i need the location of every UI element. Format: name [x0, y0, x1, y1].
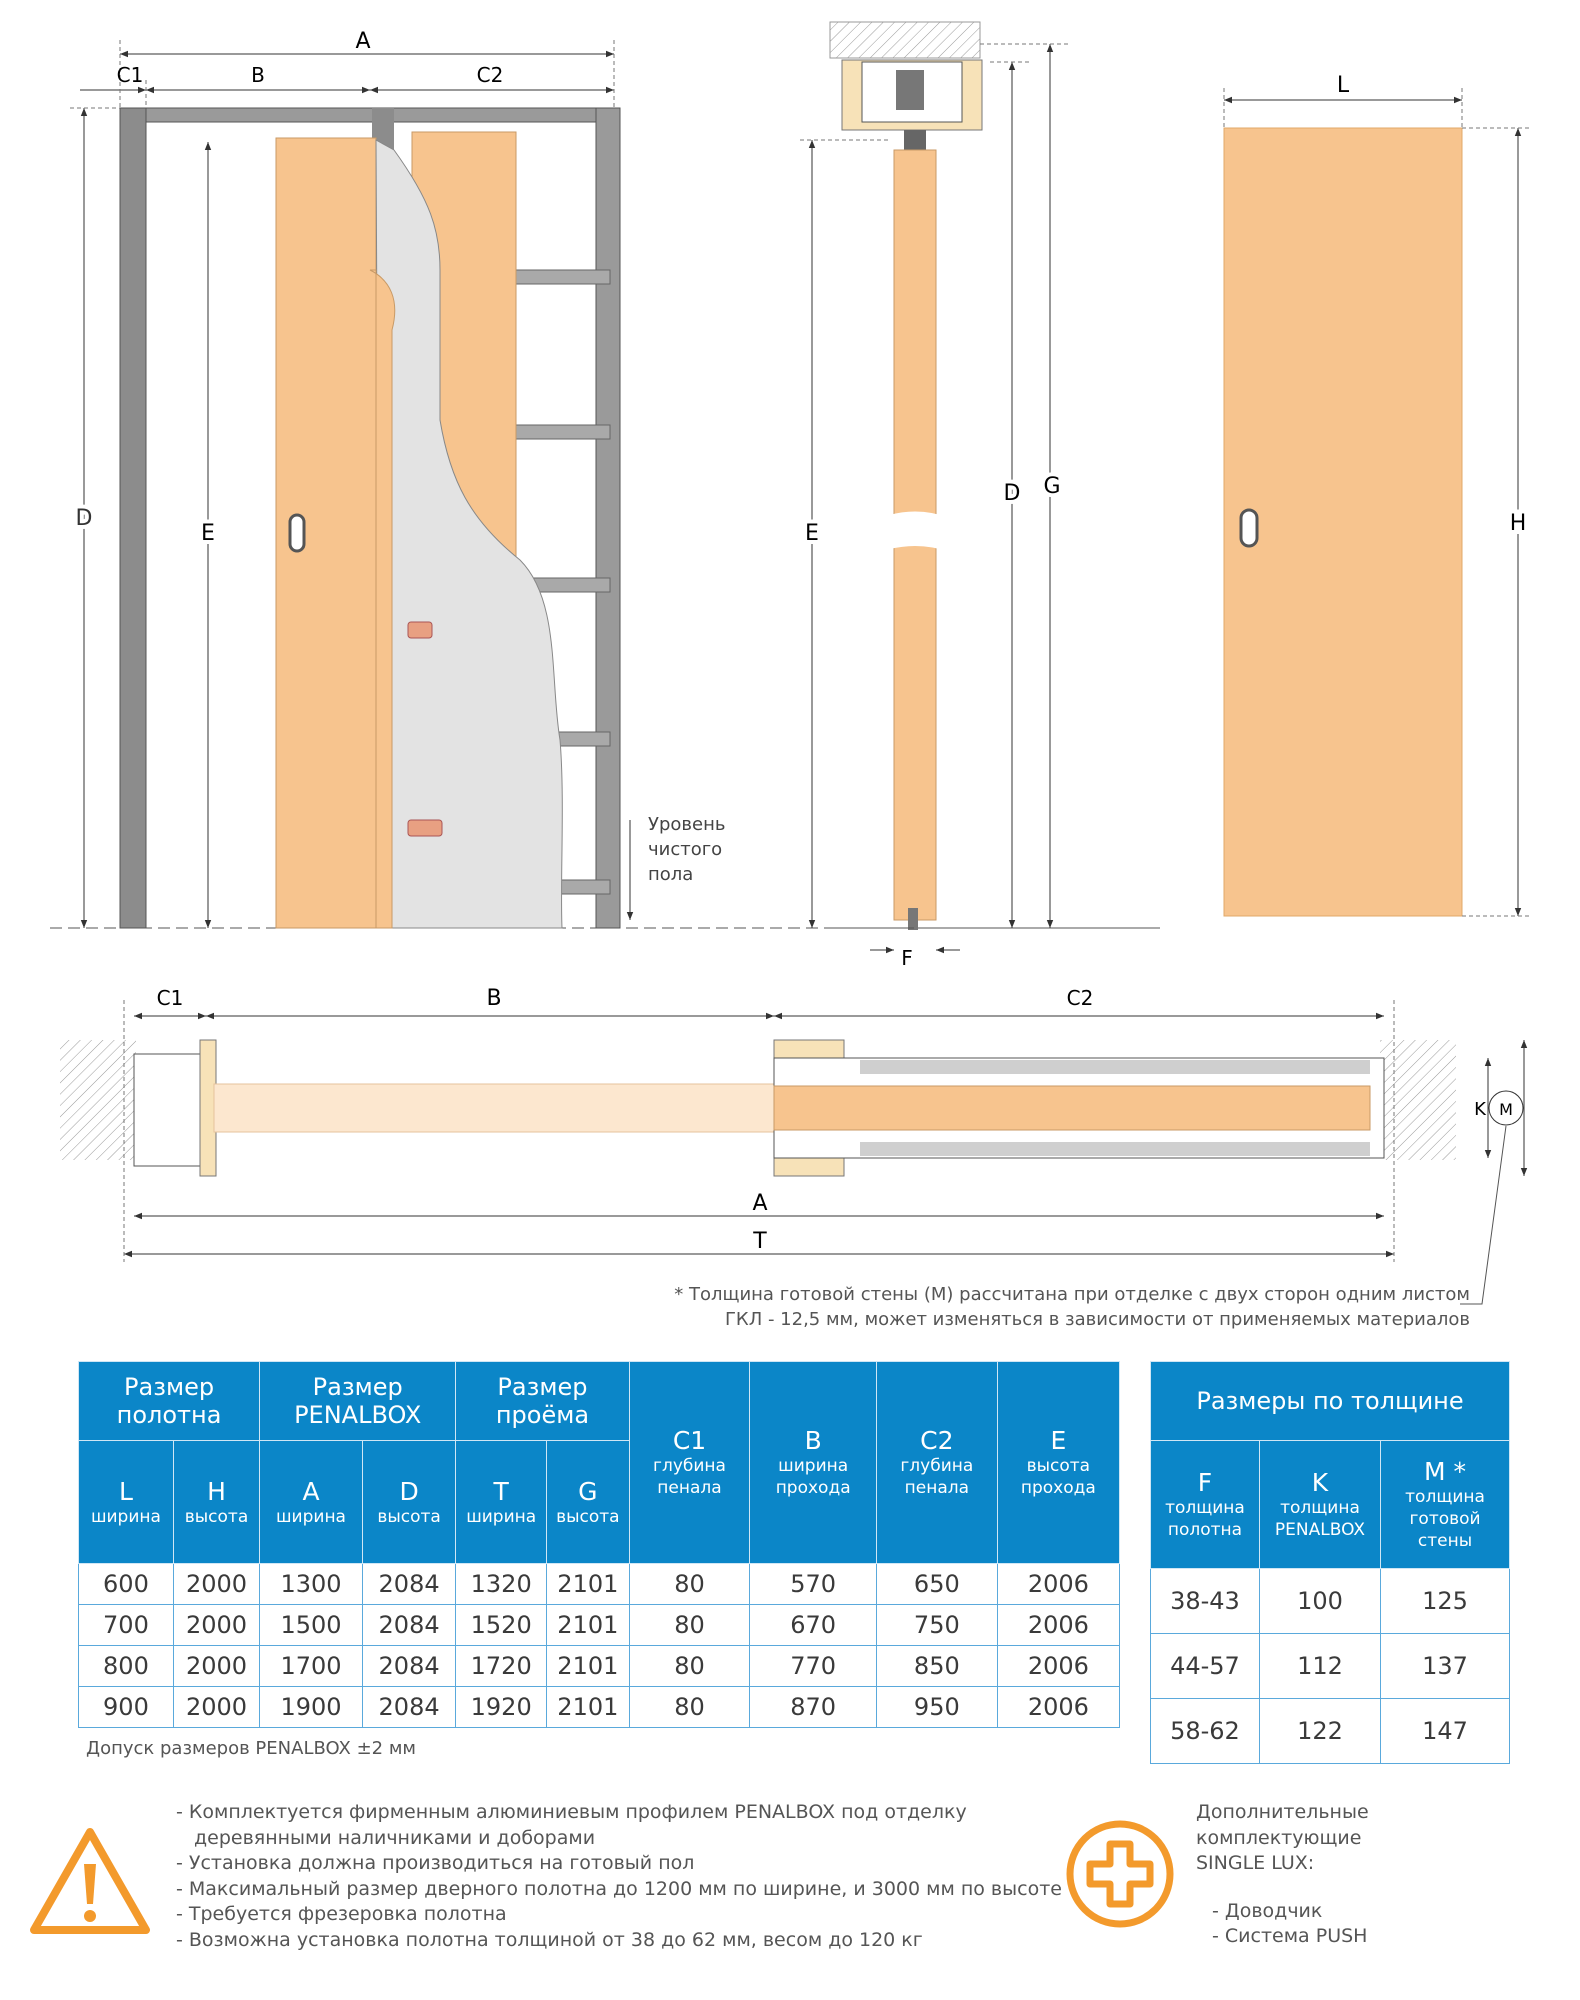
table-cell: 80	[629, 1605, 750, 1646]
table-cell: 2000	[173, 1564, 259, 1605]
group-header-opening: Размер проёма	[456, 1362, 629, 1441]
table-cell: 900	[79, 1687, 174, 1728]
warning-icon	[28, 1826, 152, 1942]
column-header-l: L ширина	[79, 1441, 174, 1564]
column-header-a: A ширина	[260, 1441, 363, 1564]
side-section-view	[800, 22, 1160, 970]
label-D-front: D	[75, 506, 93, 531]
table-row	[79, 1687, 1120, 1728]
label-C1-plan: C1	[156, 986, 184, 1010]
column-header-t: T ширина	[456, 1441, 547, 1564]
tolerance-note: Допуск размеров PENALBOX ±2 мм	[86, 1738, 416, 1759]
column-header-m: M * толщина готовой стены	[1381, 1441, 1510, 1569]
table-cell: 2006	[997, 1564, 1119, 1605]
table-cell: 112	[1259, 1634, 1380, 1699]
table-cell: 850	[876, 1646, 997, 1687]
table-cell: 2084	[362, 1646, 455, 1687]
table-cell: 1900	[260, 1687, 363, 1728]
table-cell: 147	[1381, 1699, 1510, 1764]
group-header-penalbox: Размер PENALBOX	[260, 1362, 456, 1441]
plus-icon	[1064, 1818, 1176, 1934]
label-E-front: E	[201, 521, 215, 546]
table-row	[1151, 1699, 1510, 1764]
label-E-side: E	[805, 521, 819, 546]
door-leaf-view	[1224, 73, 1530, 916]
table-cell: 80	[629, 1564, 750, 1605]
table-cell: 1320	[456, 1564, 547, 1605]
table-cell: 1720	[456, 1646, 547, 1687]
label-B-front: B	[251, 63, 265, 87]
table-cell: 2101	[547, 1687, 630, 1728]
label-D-side: D	[1003, 481, 1021, 506]
table-row	[79, 1646, 1120, 1687]
list-item: - Возможна установка полотна толщиной от 38 до 62 мм, весом до 120 кг	[176, 1928, 923, 1951]
table-cell: 700	[79, 1605, 174, 1646]
table-cell: 137	[1381, 1634, 1510, 1699]
table-cell: 80	[629, 1687, 750, 1728]
list-item: - Комплектуется фирменным алюминиевым профилем PENALBOX под отделку деревянными наличниками и доборами	[176, 1801, 967, 1849]
table-cell: 1920	[456, 1687, 547, 1728]
thickness-table	[1150, 1361, 1510, 1764]
table-cell: 950	[876, 1687, 997, 1728]
column-header-d: D высота	[362, 1441, 455, 1564]
wall-thickness-footnote	[640, 1282, 1470, 1332]
table-row	[79, 1605, 1120, 1646]
list-item: - Установка должна производиться на готовый пол	[176, 1852, 695, 1874]
thickness-table-title: Размеры по толщине	[1151, 1362, 1510, 1441]
table-cell: 2101	[547, 1646, 630, 1687]
table-cell: 2101	[547, 1564, 630, 1605]
table-cell: 125	[1381, 1569, 1510, 1634]
label-H-leaf: H	[1509, 511, 1527, 536]
table-cell: 1700	[260, 1646, 363, 1687]
floor-label-line-2: чистого	[648, 839, 723, 860]
column-header-e: E высота прохода	[997, 1362, 1119, 1564]
table-cell: 122	[1259, 1699, 1380, 1764]
label-L-leaf: L	[1336, 73, 1350, 98]
label-B-plan: B	[486, 986, 502, 1011]
table-cell: 870	[750, 1687, 877, 1728]
group-header-leaf: Размер полотна	[79, 1362, 260, 1441]
table-cell: 2084	[362, 1564, 455, 1605]
column-header-g: G высота	[547, 1441, 630, 1564]
label-C1-front: C1	[116, 63, 144, 87]
table-cell: 770	[750, 1646, 877, 1687]
table-cell: 1300	[260, 1564, 363, 1605]
column-header-f: F толщина полотна	[1151, 1441, 1260, 1569]
footnote-line-1: * Толщина готовой стены (M) рассчитана при отделке с двух сторон одним листом	[674, 1284, 1470, 1305]
table-cell: 2006	[997, 1605, 1119, 1646]
installation-notes	[176, 1800, 1096, 1953]
table-cell: 100	[1259, 1569, 1380, 1634]
extras-title-line-2: SINGLE LUX:	[1196, 1852, 1315, 1874]
table-cell: 2084	[362, 1605, 455, 1646]
table-cell: 44-57	[1151, 1634, 1260, 1699]
table-cell: 570	[750, 1564, 877, 1605]
table-cell: 2084	[362, 1687, 455, 1728]
table-cell: 2000	[173, 1605, 259, 1646]
list-item: - Максимальный размер дверного полотна до 1200 мм по ширине, и 3000 мм по высоте	[176, 1877, 1062, 1900]
table-row	[79, 1564, 1120, 1605]
column-header-c1: C1 глубина пенала	[629, 1362, 750, 1564]
label-T-plan: T	[753, 1229, 767, 1254]
table-row	[1151, 1569, 1510, 1634]
table-cell: 80	[629, 1646, 750, 1687]
floor-label-line-3: пола	[648, 864, 694, 885]
table-cell: 2000	[173, 1646, 259, 1687]
column-header-c2: C2 глубина пенала	[876, 1362, 997, 1564]
footnote-line-2: ГКЛ - 12,5 мм, может изменяться в зависимости от применяемых материалов	[724, 1309, 1470, 1330]
extras-title-line-1: Дополнительные комплектующие	[1196, 1801, 1369, 1849]
table-cell: 1500	[260, 1605, 363, 1646]
table-cell: 2006	[997, 1687, 1119, 1728]
table-cell: 600	[79, 1564, 174, 1605]
table-cell: 650	[876, 1564, 997, 1605]
table-cell: 1520	[456, 1605, 547, 1646]
table-cell: 750	[876, 1605, 997, 1646]
table-cell: 2006	[997, 1646, 1119, 1687]
table-row	[1151, 1634, 1510, 1699]
column-header-h: H высота	[173, 1441, 259, 1564]
label-K-plan: K	[1474, 1099, 1486, 1120]
front-view	[50, 29, 1160, 928]
label-C2-plan: C2	[1066, 986, 1094, 1010]
size-table	[78, 1361, 1120, 1728]
table-cell: 38-43	[1151, 1569, 1260, 1634]
table-cell: 2000	[173, 1687, 259, 1728]
table-cell: 58-62	[1151, 1699, 1260, 1764]
list-item: - Система PUSH	[1212, 1925, 1368, 1947]
table-cell: 670	[750, 1605, 877, 1646]
floor-label-line-1: Уровень	[648, 814, 726, 835]
list-item: - Доводчик	[1212, 1899, 1323, 1922]
column-header-b: B ширина прохода	[750, 1362, 877, 1564]
label-F-side: F	[901, 946, 913, 970]
label-A-plan: A	[752, 1191, 768, 1216]
plan-view	[60, 986, 1524, 1304]
label-G-side: G	[1043, 474, 1061, 499]
table-cell: 2101	[547, 1605, 630, 1646]
label-M-plan: M	[1499, 1100, 1513, 1119]
label-A-front: A	[355, 29, 371, 54]
table-cell: 800	[79, 1646, 174, 1687]
extra-components	[1196, 1800, 1536, 1950]
list-item: - Требуется фрезеровка полотна	[176, 1903, 507, 1925]
label-C2-front: C2	[476, 63, 504, 87]
column-header-k: K толщина PENALBOX	[1259, 1441, 1380, 1569]
